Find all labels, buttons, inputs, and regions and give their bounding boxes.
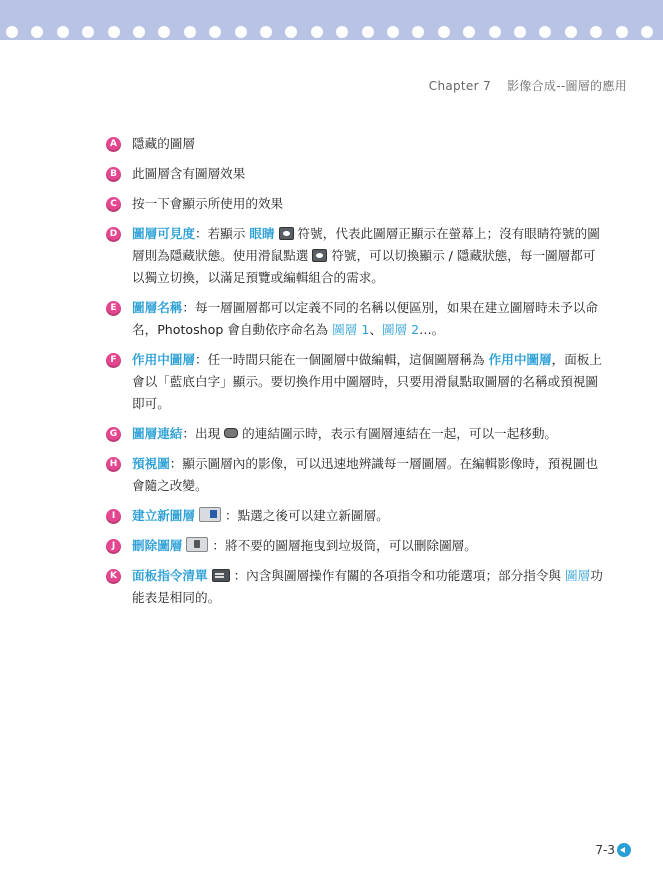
- item-text: 符號，代表此圖層正顯示在螢幕上；沒有眼睛符號的圖層則為隱藏狀態。使用滑鼠點選: [132, 226, 600, 263]
- border-dot: [260, 26, 272, 38]
- border-dot: [158, 26, 170, 38]
- page-footer: [595, 843, 631, 857]
- highlight-layer-2: 圖層 2: [381, 322, 420, 337]
- border-dot: [463, 26, 475, 38]
- border-dot: [539, 26, 551, 38]
- term-eye: 眼睛: [249, 226, 275, 241]
- term-label: 刪除圖層: [132, 538, 183, 553]
- border-dot: [82, 26, 94, 38]
- top-band: [0, 0, 663, 26]
- eye-icon: [312, 249, 327, 262]
- border-dot: [311, 26, 323, 38]
- item-text: ：任一時間只能在一個圖層中做編輯，這個圖層稱為: [194, 352, 485, 367]
- border-dot: [641, 26, 653, 38]
- border-dot: [362, 26, 374, 38]
- border-dot: [387, 26, 399, 38]
- term-label: 作用中圖層: [132, 352, 195, 367]
- item-text: ，面板上會以「藍底白字」顯示。要切換作用中圖層時，只要用滑鼠點取圖層的名稱或預視圖即可。: [132, 352, 602, 411]
- callout-list: [106, 133, 606, 617]
- border-dot: [565, 26, 577, 38]
- list-item-a: [106, 133, 606, 155]
- trash-icon: [186, 537, 208, 552]
- link-icon: [224, 428, 238, 438]
- badge-g: G: [106, 427, 121, 442]
- border-dot: [489, 26, 501, 38]
- list-item-f: [106, 349, 606, 415]
- list-item-k: [106, 565, 606, 609]
- term-label: 圖層可見度: [132, 226, 195, 241]
- item-text: 功能表是相同的。: [132, 568, 603, 605]
- highlight-active-layer: 作用中圖層: [488, 352, 552, 367]
- list-item-h: [106, 453, 606, 497]
- border-dot: [108, 26, 120, 38]
- running-header: [429, 77, 627, 94]
- item-text: ：點選之後可以建立新圖層。: [224, 508, 389, 523]
- item-text: 的連結圖示時，表示有圖層連結在一起，可以一起移動。: [242, 426, 557, 441]
- border-dot: [336, 26, 348, 38]
- new-layer-icon: [199, 507, 221, 522]
- item-text: ：顯示圖層內的影像，可以迅速地辨識每一層圖層。在編輯影像時，預視圖也會隨之改變。: [132, 456, 598, 493]
- item-text: 按一下會顯示所使用的效果: [132, 196, 284, 211]
- border-dot: [438, 26, 450, 38]
- separator: 、: [369, 322, 382, 337]
- border-dot: [412, 26, 424, 38]
- border-dot: [590, 26, 602, 38]
- list-item-g: [106, 423, 606, 445]
- item-text: 隱藏的圖層: [132, 136, 195, 151]
- item-text: ：內含與圖層操作有關的各項指令和功能選項；部分指令與: [233, 568, 561, 583]
- badge-e: E: [106, 301, 121, 316]
- badge-h: H: [106, 457, 121, 472]
- arrow-left-icon: [617, 843, 631, 857]
- border-dot: [184, 26, 196, 38]
- badge-c: C: [106, 197, 121, 212]
- list-item-j: [106, 535, 606, 557]
- page-number: 7-3: [595, 843, 615, 857]
- term-label: 建立新圖層: [132, 508, 195, 523]
- list-item-c: [106, 193, 606, 215]
- item-text: ：若顯示: [194, 226, 246, 241]
- badge-a: A: [106, 137, 121, 152]
- badge-j: J: [106, 539, 121, 554]
- border-dot: [57, 26, 69, 38]
- border-dot: [31, 26, 43, 38]
- term-label: 圖層名稱: [132, 300, 183, 315]
- border-dot: [6, 26, 18, 38]
- chapter-label: Chapter 7: [428, 79, 491, 93]
- item-text: 符號，可以切換顯示 / 隱藏狀態，每一圖層都可以獨立切換，以滿足預覽或編輯組合的需求。: [132, 248, 596, 285]
- item-text: ：將不要的圖層拖曳到垃圾筒，可以刪除圖層。: [212, 538, 477, 553]
- dot-border: [0, 26, 663, 40]
- list-item-e: [106, 297, 606, 341]
- eye-icon: [279, 227, 294, 240]
- item-text: ：每一層圖層都可以定義不同的名稱以便區別，如果在建立圖層時未予以命名，Photoshop 會自動依序命名為: [132, 300, 598, 337]
- panel-menu-icon: [212, 569, 230, 582]
- term-label: 面板指令清單: [132, 568, 208, 583]
- item-text: 此圖層含有圖層效果: [132, 166, 246, 181]
- badge-f: F: [106, 353, 121, 368]
- border-dot: [209, 26, 221, 38]
- border-dot: [133, 26, 145, 38]
- badge-k: K: [106, 569, 121, 584]
- border-dot: [616, 26, 628, 38]
- term-label: 預視圖: [132, 456, 170, 471]
- list-item-d: [106, 223, 606, 289]
- item-text: …。: [419, 322, 445, 337]
- border-dot: [235, 26, 247, 38]
- list-item-i: [106, 505, 606, 527]
- item-text: ：出現: [182, 426, 221, 441]
- chapter-title: 影像合成--圖層的應用: [507, 79, 627, 93]
- badge-d: D: [106, 227, 121, 242]
- highlight-layer-1: 圖層 1: [332, 322, 370, 337]
- border-dot: [285, 26, 297, 38]
- term-label: 圖層連結: [132, 426, 183, 441]
- list-item-b: [106, 163, 606, 185]
- highlight-layer-menu: 圖層: [565, 568, 591, 583]
- border-dot: [514, 26, 526, 38]
- badge-b: B: [106, 167, 121, 182]
- badge-i: I: [106, 509, 121, 524]
